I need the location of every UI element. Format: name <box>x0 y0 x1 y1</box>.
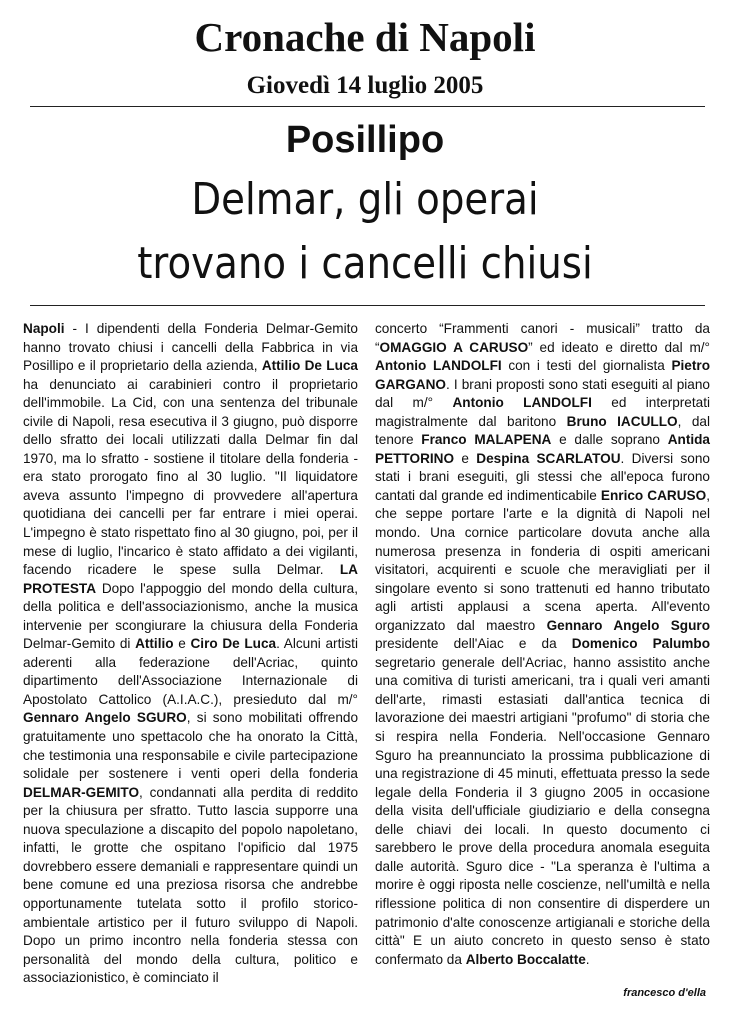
section-kicker: Posillipo <box>285 119 445 161</box>
text-bold: Antonio LANDOLFI <box>452 395 592 411</box>
text-run: . I brani proposti sono stati eseguiti al piano dal m/° <box>375 376 710 411</box>
newspaper-masthead: Cronache di Napoli <box>194 14 536 60</box>
text-run: ” ed ideato e diretto dal m/° <box>528 339 710 355</box>
text-run: - I dipendenti della Fonderia Delmar-Gemito hanno trovato chiusi i cancelli della Fabbrica in via Posillipo e il proprietario della azienda, <box>23 321 358 374</box>
text-run: con i testi del giornalista <box>501 358 672 374</box>
right-column-text <box>375 320 710 969</box>
text-bold: Domenico Palumbo <box>571 636 710 652</box>
top-divider <box>30 106 705 107</box>
text-run: e dalle soprano <box>551 432 668 448</box>
text-bold: Antonio LANDOLFI <box>375 358 502 374</box>
text-run: , dal tenore <box>375 413 710 448</box>
text-bold: Alberto Boccalatte <box>465 951 586 967</box>
text-run: presidente dell'Aiac e da <box>375 636 572 652</box>
text-bold: Enrico CARUSO <box>600 487 707 503</box>
text-bold: Gennaro Angelo SGURO <box>23 710 187 726</box>
text-bold: Despina SCARLATOU <box>476 450 621 466</box>
text-run: . <box>585 951 590 967</box>
headline-divider <box>30 305 705 306</box>
headline-line-1: Delmar, gli operai <box>191 174 539 225</box>
text-bold: Pietro GARGANO <box>375 358 710 392</box>
text-bold: Bruno IACULLO <box>566 413 678 429</box>
text-run: . Diversi sono stati i brani eseguiti, gli stessi che all'epoca furono cantati dal grande ed indimenticabile <box>375 450 710 503</box>
author-signature: francesco d'ella <box>623 987 706 999</box>
headline-line-2: trovano i cancelli chiusi <box>137 238 593 289</box>
text-bold: Napoli <box>23 321 65 336</box>
text-run: , condannati alla perdita di reddito per la chiusura per sfratto. Tutto lascia supporre una nuova speculazione a discapito del popolo napoletano, infatti, le grotte che ospitano l'opificio dal 1975 dovrebbero essere demaniali e rappresentare quindi un bene comune ed una preziosa risorsa che andrebbe opportunamente tutelata sotto il profilo storico-ambientale artistico per il futuro sviluppo di Napoli. Dopo un primo incontro nella fonderia stessa con personalità del mondo della cultura, politico e associazionistico, è cominciato il <box>23 784 358 986</box>
text-run: concerto “Frammenti canori - musicali” tratto da “ <box>375 321 710 355</box>
text-run: , che seppe portare l'arte e la dignità di Napoli nel mondo. Una cornice particolare dovuta anche alla numerosa presenza in fonderia di ospiti americani visitatori, acquirenti e scuole che meravigliati per il singolare evento si sono trattenuti ed hanno tributato agli artisti applausi a scena aperta. All'evento organizzato dal maestro <box>375 487 710 633</box>
text-bold: Franco MALAPENA <box>421 432 552 448</box>
left-column-text <box>23 320 358 988</box>
issue-date: Giovedì 14 luglio 2005 <box>246 72 484 99</box>
text-bold: DELMAR-GEMITO <box>23 784 140 800</box>
text-run: ha denunciato ai carabinieri contro il proprietario dell'immobile. La Cid, con una sentenza del tribunale civile di Napoli, resa esecutiva il 3 giugno, può disporre dello sfratto dei locali utilizzati dalla Delmar fin dal 1970, ma lo sfratto - sostiene il titolare della fonderia - era stato prorogato fino al 30 luglio. "Il liquidatore aveva assunto l'impegno di provvedere all'apertura quotidiana dei cancelli per far entrare i miei operai. L'impegno è stato rispettato fino al 30 giugno, poi, per il mese di luglio, l'incarico è stato affidato a dei vigilanti, facendo ricadere le spese sulla Delmar. <box>23 376 358 578</box>
text-bold: Ciro De Luca <box>190 636 277 652</box>
text-run: e <box>173 636 191 652</box>
text-bold: OMAGGIO A CARUSO <box>379 339 529 355</box>
text-run: . Alcuni artisti aderenti alla federazione dell'Acriac, quinto dipartimento dell'Associazione Internazionale di Apostolato Cattolico (A.I.A.C.), presieduto dal m/° <box>23 636 358 707</box>
text-bold: Antida PETTORINO <box>375 432 710 466</box>
text-run: e <box>454 450 477 466</box>
text-run: segretario generale dell'Acriac, hanno assistito anche una comitiva di turisti americani, tra i quali veri amanti dell'arte, rimasti estasiati dall'antica tecnica di lavorazione dei maestri artigiani "profumo" di storia che si respira nella Fonderia. Nell'occasione Gennaro Sguro ha preannunciato la prossima pubblicazione di una registrazione di 45 minuti, effettuata presso la sede legale della Fonderia il 3 giugno 2005 in occasione della visita dell'ufficiale giudiziario e della consegna delle chiavi dei locali. In questo documento ci sarebbero le prove della procedura anomala eseguita dalle autorità. Sguro dice - "La speranza è l'ultima a morire è oggi riposta nelle coscienze, nell'umiltà e nella riflessione politica di non consentire di disperdere un patrimonio d'alte conoscenze artigianali e storiche della città" E un aiuto concreto in questo senso è stato confermato da <box>375 654 710 967</box>
article-column-left <box>23 320 358 988</box>
text-bold: Attilio <box>135 636 174 652</box>
subheading-la-protesta: LA PROTESTA <box>23 562 358 596</box>
text-bold: Attilio De Luca <box>261 358 358 374</box>
text-bold: Gennaro Angelo Sguro <box>546 617 710 633</box>
text-run: ed interpretati magistralmente dal baritono <box>375 395 711 429</box>
text-run: , si sono mobilitati offrendo gratuitamente uno spettacolo che ha onorato la Città, che testimonia una responsabile e civile partecipazione solidale per sostenere i venti operi della fonderia <box>23 710 359 782</box>
article-column-right <box>375 320 710 969</box>
article-headline <box>44 168 686 296</box>
text-run: Dopo l'appoggio del mondo della cultura, della politica e dell'associazionismo, anche la musica intervenie per scongiurare la chiusura della Fonderia Delmar-Gemito di <box>23 580 358 652</box>
